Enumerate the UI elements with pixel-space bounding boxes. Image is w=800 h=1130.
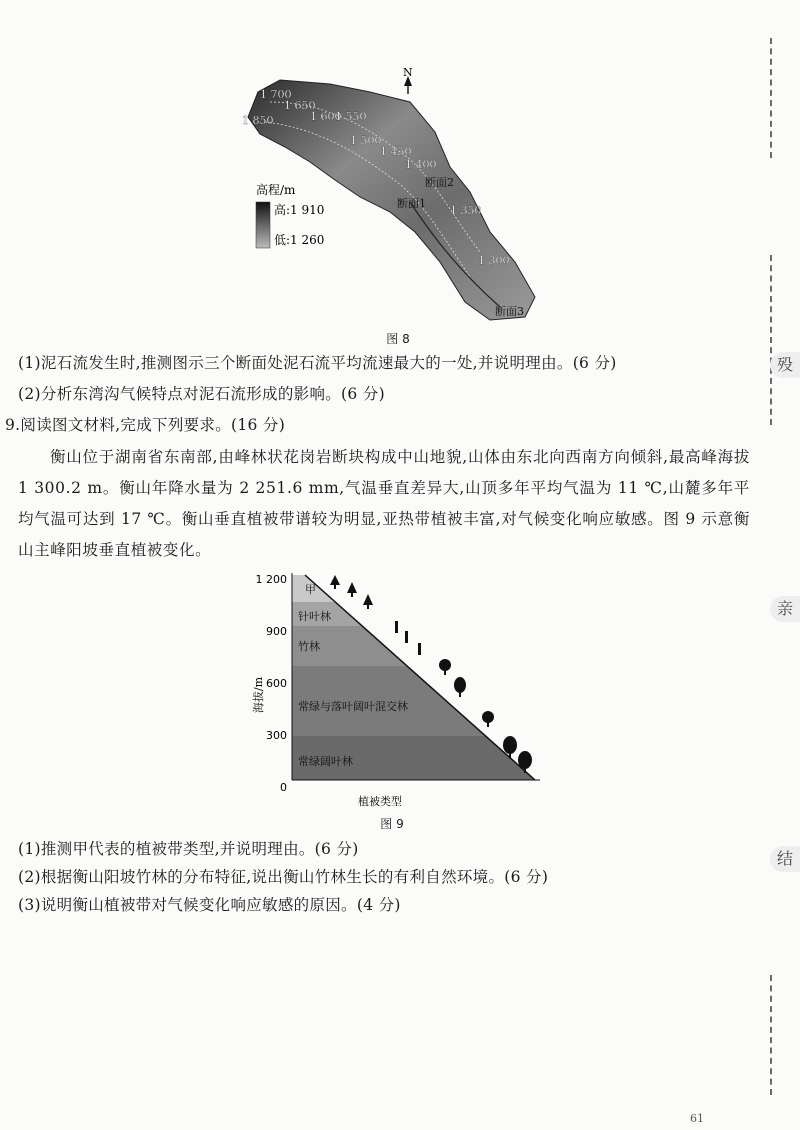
contour-label: 1 500 bbox=[350, 134, 382, 147]
y-tick-label: 900 bbox=[266, 625, 287, 638]
side-mark: 亲 bbox=[770, 596, 800, 622]
x-axis-label: 植被类型 bbox=[358, 795, 402, 808]
zone-band-bamboo bbox=[292, 626, 542, 666]
q9-sub1: (1)推测甲代表的植被带类型,并说明理由。(6 分) bbox=[18, 840, 359, 858]
y-tick-label: 1 200 bbox=[255, 573, 287, 586]
q9-sub3: (3)说明衡山植被带对气候变化响应敏感的原因。(4 分) bbox=[18, 896, 401, 914]
side-mark: 结 bbox=[770, 846, 800, 872]
zone-label-mixed: 常绿与落叶阔叶混交林 bbox=[298, 700, 408, 713]
figure-8-caption: 图 8 bbox=[386, 332, 410, 346]
svg-text:高:1 910: 高:1 910 bbox=[274, 203, 325, 217]
contour-label: 1 700 bbox=[260, 88, 292, 101]
contour-label: 1 350 bbox=[450, 204, 482, 217]
figure-8-map bbox=[240, 62, 560, 324]
elevation-legend bbox=[256, 182, 324, 248]
binding-edge bbox=[770, 38, 772, 158]
page-number: 61 bbox=[690, 1112, 704, 1125]
q9-sub2: (2)根据衡山阳坡竹林的分布特征,说出衡山竹林生长的有利自然环境。(6 分) bbox=[18, 868, 549, 886]
y-axis-label: 海拔/m bbox=[252, 676, 265, 714]
q8-sub1: (1)泥石流发生时,推测图示三个断面处泥石流平均流速最大的一处,并说明理由。(6 分) bbox=[18, 354, 617, 372]
north-label: N bbox=[403, 66, 413, 79]
q9-title: 9.阅读图文材料,完成下列要求。(16 分) bbox=[5, 416, 286, 434]
contour-label: 1 600 bbox=[310, 110, 342, 123]
contour-label: 1 550 bbox=[335, 110, 367, 123]
zone-label-evergreen: 常绿阔叶林 bbox=[298, 755, 353, 768]
svg-text:低:1 260: 低:1 260 bbox=[274, 233, 325, 247]
binding-edge bbox=[770, 975, 772, 1095]
zone-label-conifer: 针叶林 bbox=[298, 610, 331, 623]
zone-label-jia: 甲 bbox=[305, 583, 316, 596]
zone-band-jia bbox=[292, 575, 542, 602]
svg-text:高程/m: 高程/m bbox=[256, 183, 296, 197]
contour-label: 1 400 bbox=[405, 158, 437, 171]
figure-9-caption: 图 9 bbox=[380, 817, 404, 831]
q8-sub2: (2)分析东湾沟气候特点对泥石流形成的影响。(6 分) bbox=[18, 385, 385, 403]
section-label: 断面3 bbox=[495, 305, 524, 318]
side-mark: 殁 bbox=[770, 352, 800, 378]
figure-9-chart bbox=[250, 565, 550, 815]
contour-label: 1 300 bbox=[478, 254, 510, 267]
y-tick-label: 300 bbox=[266, 729, 287, 742]
binding-edge bbox=[770, 255, 772, 425]
section-label: 断面1 bbox=[397, 197, 426, 210]
q9-passage: 衡山位于湖南省东南部,由峰林状花岗岩断块构成中山地貌,山体由东北向西南方向倾斜,最高峰海拔 1 300.2 m。衡山年降水量为 2 251.6 mm,气温垂直差异大,山顶多年平均气温为 11 ℃,山麓多年平均气温可达到 17 ℃。衡山垂直植被带谱较为明显,亚热带植被丰富,对气候变化响应敏感。图 9 示意衡山主峰阳坡垂直植被变化。 bbox=[18, 448, 750, 559]
y-tick-label: 0 bbox=[280, 781, 287, 794]
contour-label: 1 450 bbox=[380, 145, 412, 158]
zone-label-bamboo: 竹林 bbox=[298, 640, 320, 653]
y-tick-label: 600 bbox=[266, 677, 287, 690]
contour-label: 1 650 bbox=[284, 99, 316, 112]
contour-label: 1 850 bbox=[242, 114, 274, 127]
terrain-area bbox=[248, 80, 535, 320]
section-label: 断面2 bbox=[425, 176, 454, 189]
